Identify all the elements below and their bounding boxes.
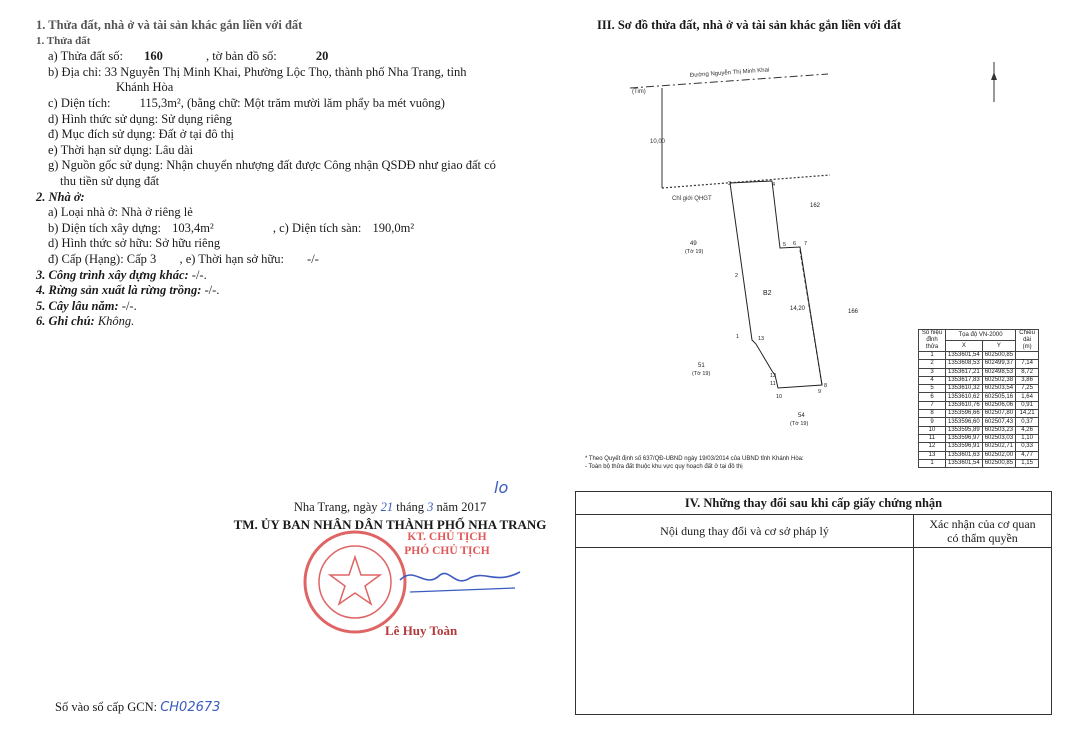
vertex-label: 7 <box>804 241 808 247</box>
cell-point: 4 <box>919 376 946 384</box>
col-system: Tọa độ VN-2000 <box>946 330 1016 341</box>
vice-chairman-title <box>402 530 492 558</box>
note-line1: * Theo Quyết định số 637/QĐ-UBND ngày 19/03/2014 của UBND tỉnh Khánh Hòa: <box>585 456 804 462</box>
handwritten-mark: lo <box>494 478 509 497</box>
cell-point: 1 <box>919 352 946 360</box>
boundary-label: Chỉ giới QHGT <box>672 196 712 202</box>
cell-length: 4,77 <box>1016 451 1039 459</box>
vertex-label: 9 <box>818 389 822 395</box>
cell-length <box>1016 352 1039 360</box>
cell-y: 602503,54 <box>982 385 1015 393</box>
cell-length: 7,25 <box>1016 385 1039 393</box>
changes-body <box>576 548 1051 714</box>
handwritten-signature <box>395 560 525 600</box>
section4-title: 4. Rừng sản xuất là rừng trồng: <box>36 283 202 298</box>
cell-length: 1,10 <box>1016 434 1039 442</box>
cell-length: 1,15 <box>1016 459 1039 467</box>
section6-value: Không. <box>97 314 135 329</box>
col-authority <box>914 515 1051 547</box>
area-label: c) Diện tích: <box>48 95 111 110</box>
neighbor-162: 162 <box>810 203 821 209</box>
vertex-label: 8 <box>824 383 828 389</box>
vertex-label: 5 <box>783 242 787 248</box>
coord-row <box>919 401 1039 409</box>
neighbor-54-sheet: (Tờ 19) <box>790 421 809 427</box>
grade-row <box>36 252 556 268</box>
place-date-prefix: Nha Trang, ngày <box>293 500 378 514</box>
cell-length: 0,37 <box>1016 418 1039 426</box>
col-point: Số hiệu đỉnh thửa <box>919 330 946 352</box>
cell-x: 1353617,83 <box>946 376 983 384</box>
cell-point: 6 <box>919 393 946 401</box>
plot-map <box>600 55 900 435</box>
official-stamp <box>300 527 410 637</box>
ownership: d) Hình thức sở hữu: Sở hữu riêng <box>48 236 221 251</box>
section3-title: 3. Công trình xây dựng khác: <box>36 267 189 282</box>
cell-point: 9 <box>919 418 946 426</box>
vertex-labels <box>728 181 827 400</box>
cell-y: 602499,37 <box>982 360 1015 368</box>
neighbor-49-sheet: (Tờ 19) <box>685 249 704 255</box>
vertex-label: 6 <box>793 241 797 247</box>
cell-x: 1353596,97 <box>946 434 983 442</box>
section5-value: -/-. <box>121 298 137 313</box>
section3-row <box>36 268 556 284</box>
vertex-label: 4 <box>772 182 776 188</box>
plot-number-row <box>36 49 556 65</box>
col-authority-line1: Xác nhận của cơ quan <box>929 517 1036 531</box>
col-change-content: Nội dung thay đổi và cơ sở pháp lý <box>576 515 914 547</box>
cell-x: 1353601,54 <box>946 459 983 467</box>
section6-title: 6. Ghi chú: <box>36 314 95 329</box>
planning-boundary <box>662 175 830 188</box>
cell-point: 8 <box>919 410 946 418</box>
section2-title: 2. Nhà ở: <box>36 189 85 204</box>
cell-y: 602503,23 <box>982 426 1015 434</box>
vertex-label: 12 <box>770 373 777 379</box>
gcn-label: Số vào sổ cấp GCN: <box>55 700 158 714</box>
coord-row <box>919 443 1039 451</box>
cell-length: 8,72 <box>1016 368 1039 376</box>
cell-y: 602502,71 <box>982 443 1015 451</box>
coordinate-table <box>918 329 1039 468</box>
coord-row <box>919 410 1039 418</box>
street-label: Đường Nguyễn Thị Minh Khai <box>689 67 770 79</box>
build-area-value: 103,4m² <box>172 220 214 235</box>
coord-row <box>919 426 1039 434</box>
vice-line1: KT. CHỦ TỊCH <box>407 531 487 543</box>
cell-length: 4,26 <box>1016 426 1039 434</box>
section5-title: 5. Cây lâu năm: <box>36 298 119 313</box>
cell-length: 7,14 <box>1016 360 1039 368</box>
cell-y: 602498,53 <box>982 368 1015 376</box>
plot-b2: B2 <box>763 290 772 297</box>
coord-row <box>919 352 1039 360</box>
area-value: 115,3m², (bằng chữ: Một trăm mười lăm phẩy ba mét vuông) <box>139 95 445 110</box>
house-type: a) Loại nhà ở: Nhà ở riêng lẻ <box>48 205 193 220</box>
usage-purpose: đ) Mục đích sử dụng: Đất ở tại đô thị <box>48 127 234 142</box>
street-mark: (Tim) <box>632 89 646 95</box>
vertex-label: 1 <box>736 334 740 340</box>
cell-length: 3,86 <box>1016 376 1039 384</box>
changes-table <box>575 491 1052 715</box>
vertex-label: 13 <box>758 336 765 342</box>
issuing-org: TM. ỦY BAN NHÂN DÂN THÀNH PHỐ NHA TRANG <box>233 517 547 532</box>
changes-columns <box>576 515 1051 548</box>
dim-1420: 14,20 <box>790 306 806 312</box>
cell-point: 12 <box>919 443 946 451</box>
floor-area-value: 190,0m² <box>372 220 415 235</box>
neighbor-49: 49 <box>690 241 697 247</box>
date-month: 3 <box>427 500 434 514</box>
changes-heading: IV. Những thay đổi sau khi cấp giấy chứng nhận <box>576 492 1051 515</box>
cell-y: 602502,00 <box>982 451 1015 459</box>
gcn-number-row <box>55 700 220 715</box>
cell-y: 602500,85 <box>982 352 1015 360</box>
coord-row <box>919 418 1039 426</box>
year-label: năm <box>436 500 459 514</box>
own-term-value: -/- <box>307 251 319 266</box>
cell-x: 1353608,53 <box>946 360 983 368</box>
dim-10: 10,00 <box>650 139 666 145</box>
cell-x: 1353595,89 <box>946 426 983 434</box>
origin-line1: g) Nguồn gốc sử dụng: Nhận chuyển nhượng đất được Công nhận QSDĐ như giao đất có <box>48 158 496 173</box>
cell-y: 602507,80 <box>982 410 1015 418</box>
usage-term: e) Thời hạn sử dụng: Lâu dài <box>48 142 194 157</box>
cell-x: 1353617,21 <box>946 368 983 376</box>
cell-point: 10 <box>919 426 946 434</box>
cell-x: 1353601,54 <box>946 352 983 360</box>
section3-value: -/-. <box>191 267 207 282</box>
date-year: 2017 <box>461 500 487 514</box>
cell-point: 2 <box>919 360 946 368</box>
month-label: tháng <box>396 500 425 514</box>
section6-row <box>36 314 556 330</box>
planning-notes <box>585 455 804 471</box>
cell-x: 1353596,91 <box>946 443 983 451</box>
coord-row <box>919 360 1039 368</box>
coord-row <box>919 434 1039 442</box>
section4-value: -/-. <box>204 283 220 298</box>
cell-point: 11 <box>919 434 946 442</box>
col-y: Y <box>982 341 1015 352</box>
area-row <box>36 96 556 112</box>
cell-point: 7 <box>919 401 946 409</box>
coord-row <box>919 393 1039 401</box>
coord-row <box>919 385 1039 393</box>
vertex-label: 11 <box>770 381 776 387</box>
cell-length: 1,64 <box>1016 393 1039 401</box>
section1-subtitle: 1. Thửa đất <box>36 34 91 47</box>
plot-label: a) Thửa đất số: <box>48 49 123 64</box>
col-authority-line2: có thẩm quyền <box>947 531 1018 545</box>
cell-y: 602502,38 <box>982 376 1015 384</box>
cell-x: 1353601,63 <box>946 451 983 459</box>
coord-row <box>919 368 1039 376</box>
section4-row <box>36 283 556 299</box>
cell-point: 13 <box>919 451 946 459</box>
cell-length: 14,21 <box>1016 410 1039 418</box>
neighbor-54: 54 <box>798 413 805 419</box>
neighbor-51-sheet: (Tờ 19) <box>692 371 711 377</box>
cell-point: 1 <box>919 459 946 467</box>
plot-outline <box>730 181 822 388</box>
left-column <box>36 18 556 330</box>
own-term-label: , e) Thời hạn sở hữu: <box>179 251 284 266</box>
cell-point: 5 <box>919 385 946 393</box>
origin-line2: thu tiền sử dụng đất <box>60 173 160 188</box>
vertex-label: 2 <box>735 273 739 279</box>
build-area-row <box>36 221 556 237</box>
build-area-label: b) Diện tích xây dựng: <box>48 220 162 235</box>
usage-form: d) Hình thức sử dụng: Sử dụng riêng <box>48 111 232 126</box>
cell-point: 3 <box>919 368 946 376</box>
date-day: 21 <box>380 500 394 514</box>
coord-row <box>919 451 1039 459</box>
vertex-label: 10 <box>776 394 783 400</box>
vice-line2: PHÓ CHỦ TỊCH <box>404 545 490 557</box>
cell-x: 1353596,66 <box>946 410 983 418</box>
cell-y: 602503,03 <box>982 434 1015 442</box>
place-date <box>220 500 560 515</box>
col-length: Chiều dài (m) <box>1016 330 1039 352</box>
sheet-number: 20 <box>315 49 329 64</box>
cell-x: 1353610,76 <box>946 401 983 409</box>
coord-row <box>919 459 1039 467</box>
address-line2: Khánh Hòa <box>116 80 174 95</box>
plot-number: 160 <box>144 49 163 64</box>
cell-y: 602506,06 <box>982 401 1015 409</box>
north-arrow-icon <box>988 60 1000 105</box>
cell-x: 1353610,32 <box>946 385 983 393</box>
neighbor-166: 166 <box>848 309 859 315</box>
changes-body-content <box>576 548 914 714</box>
house-boundary <box>800 250 822 385</box>
col-x: X <box>946 341 983 352</box>
section5-row <box>36 299 556 315</box>
section3-heading: III. Sơ đồ thửa đất, nhà ở và tài sản khác gắn liền với đất <box>597 18 902 32</box>
note-line2: - Toàn bộ thửa đất thuộc khu vực quy hoạch đất ở tại đô thị <box>585 464 743 470</box>
cell-length: 0,33 <box>1016 443 1039 451</box>
cell-x: 1353610,62 <box>946 393 983 401</box>
cell-length: 0,91 <box>1016 401 1039 409</box>
gcn-value: CH02673 <box>160 700 221 715</box>
section1-title: 1. Thửa đất, nhà ở và tài sản khác gắn liền với đất <box>36 18 303 32</box>
neighbor-51: 51 <box>698 363 705 369</box>
floor-area-label: , c) Diện tích sàn: <box>272 220 362 235</box>
vertex-label: 3 <box>728 181 732 187</box>
cell-y: 602505,16 <box>982 393 1015 401</box>
cell-x: 1353596,60 <box>946 418 983 426</box>
cell-y: 602500,85 <box>982 459 1015 467</box>
cell-y: 602507,43 <box>982 418 1015 426</box>
address-label: b) Địa chỉ: <box>48 64 102 79</box>
signer-name: Lê Huy Toàn <box>385 623 458 638</box>
coord-row <box>919 376 1039 384</box>
grade-label: đ) Cấp (Hạng): Cấp 3 <box>48 251 157 266</box>
sheet-label: , tờ bản đồ số: <box>205 49 277 64</box>
address-line1: 33 Nguyễn Thị Minh Khai, Phường Lộc Thọ, thành phố Nha Trang, tỉnh <box>104 64 467 79</box>
address-row <box>36 65 556 81</box>
